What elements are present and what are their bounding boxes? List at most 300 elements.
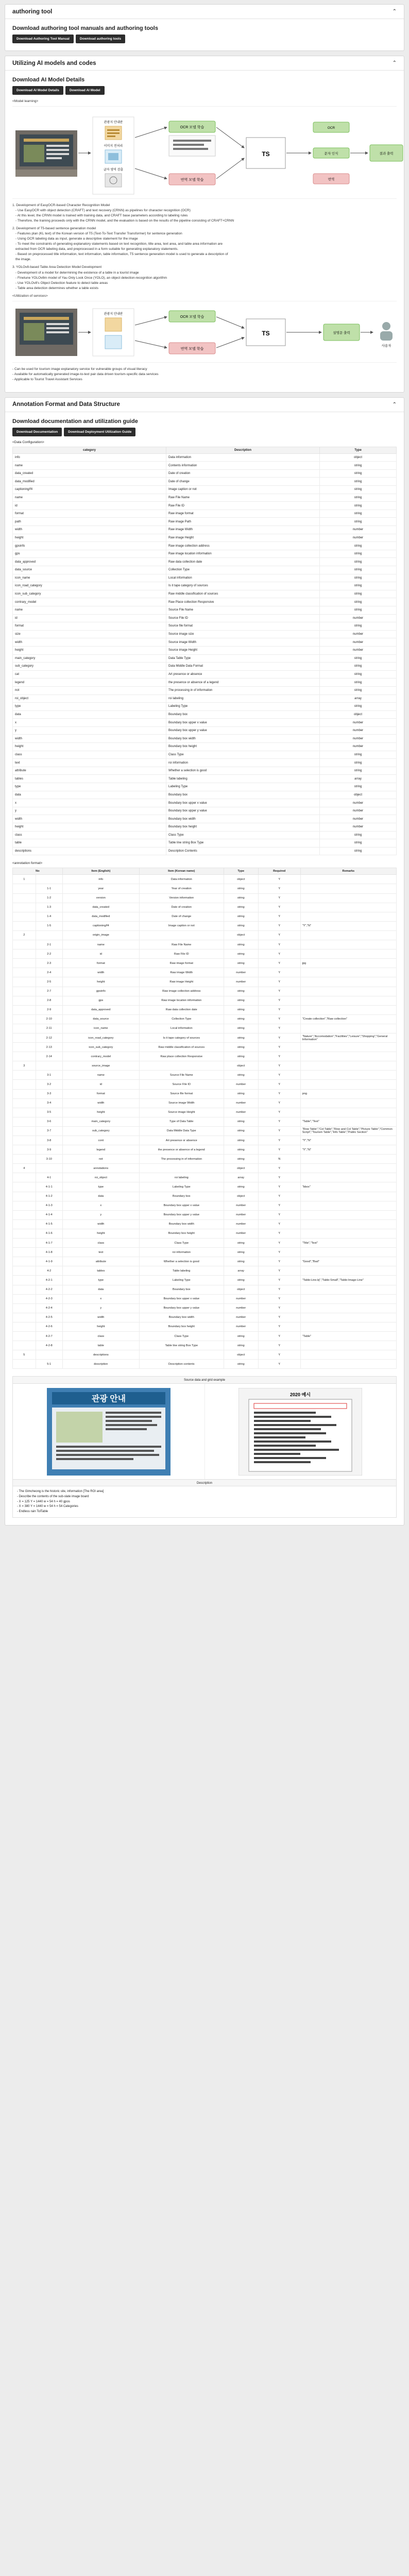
table-row: [13, 1173, 397, 1182]
table-cell: Y: [258, 1239, 300, 1248]
download-model-details-button[interactable]: Download AI Model Details: [12, 86, 63, 95]
table-row: [13, 703, 397, 711]
table-cell: number: [320, 807, 397, 815]
table-cell: 5: [13, 1350, 36, 1360]
table-cell: [300, 1098, 396, 1108]
table-cell: height: [62, 1322, 139, 1331]
table-cell: type: [62, 1182, 139, 1192]
table-cell: string: [224, 921, 258, 930]
table-cell: class: [62, 1331, 139, 1341]
table-cell: id: [13, 502, 166, 510]
image-icon: [105, 335, 122, 349]
table-row: [13, 1192, 397, 1201]
table-cell: string: [224, 959, 258, 968]
table-cell: [300, 1108, 396, 1117]
table-cell: string: [224, 893, 258, 903]
table-cell: height: [13, 743, 166, 751]
table-row: [13, 1219, 397, 1229]
table-cell: data: [13, 710, 166, 719]
table-cell: [13, 1117, 36, 1126]
table-cell: string: [224, 1257, 258, 1266]
table-cell: Y: [258, 1173, 300, 1182]
description-body: [13, 1486, 396, 1517]
section-header[interactable]: [5, 56, 404, 71]
section-header[interactable]: [5, 398, 404, 412]
table-cell: [13, 1080, 36, 1089]
download-documentation-button[interactable]: Download Documentation: [12, 428, 62, 436]
table-row: [13, 1201, 397, 1210]
table-cell: number: [224, 1322, 258, 1331]
table-cell: description: [62, 1360, 139, 1369]
table-cell: Raw middle classification of sources: [139, 1043, 224, 1052]
table-cell: Boundary box width: [139, 1313, 224, 1322]
table-cell: class: [13, 831, 166, 839]
learning-flow-svg: [12, 107, 404, 199]
table-cell: [300, 1024, 396, 1033]
table-row: [13, 663, 397, 671]
table-cell: [13, 1043, 36, 1052]
table-cell: [139, 1061, 224, 1071]
section-subtitle: Download AI Model Details: [12, 77, 85, 83]
description-header: Description: [13, 1479, 396, 1486]
table-cell: Source file format: [166, 622, 320, 631]
table-cell: Boundary box: [139, 1192, 224, 1201]
table-cell: Y: [258, 1014, 300, 1024]
table-cell: string: [224, 1341, 258, 1350]
table-cell: Source File Name: [166, 606, 320, 614]
table-cell: Y: [258, 921, 300, 930]
table-cell: [300, 1155, 396, 1164]
table-row: [13, 767, 397, 775]
table-row: [13, 959, 397, 968]
table-cell: jpg: [300, 959, 396, 968]
table-row: [13, 1164, 397, 1173]
table-row: [13, 968, 397, 977]
column-header: Item (English): [62, 868, 139, 875]
table-row: [13, 912, 397, 921]
table-cell: Y: [258, 987, 300, 996]
table-cell: the presence or absence of a legend: [166, 679, 320, 687]
table-cell: Boundary box: [166, 791, 320, 799]
table-row: [13, 550, 397, 558]
table-cell: width: [13, 638, 166, 647]
annotation-format-table: [12, 868, 397, 1369]
table-row: [13, 759, 397, 767]
table-cell: 4-1-9: [36, 1257, 62, 1266]
table-cell: Y: [258, 1303, 300, 1313]
table-cell: [13, 912, 36, 921]
table-cell: string: [320, 550, 397, 558]
ts-tag: TS: [262, 150, 270, 158]
table-cell: Y: [258, 1080, 300, 1089]
table-row: [13, 823, 397, 832]
table-cell: Y: [258, 940, 300, 950]
table-cell: source_image: [62, 1061, 139, 1071]
table-row: [13, 996, 397, 1005]
table-cell: [300, 968, 396, 977]
table-cell: Y: [258, 1201, 300, 1210]
table-cell: Boundary box height: [166, 823, 320, 832]
table-cell: string: [224, 987, 258, 996]
table-cell: [13, 921, 36, 930]
table-cell: [300, 1322, 396, 1331]
table-cell: string: [320, 542, 397, 550]
table-cell: roi labeling: [166, 694, 320, 703]
table-cell: Y: [258, 1098, 300, 1108]
table-cell: 4-2-5: [36, 1313, 62, 1322]
table-row: [13, 884, 397, 893]
download-tools-button[interactable]: Download authoring tools: [76, 35, 125, 43]
table-cell: [300, 1071, 396, 1080]
table-cell: 4-1-1: [36, 1182, 62, 1192]
table-cell: string: [224, 1071, 258, 1080]
table-cell: string: [224, 903, 258, 912]
table-cell: Art presence or absence: [166, 670, 320, 679]
table-cell: [300, 1360, 396, 1369]
table-cell: [13, 1219, 36, 1229]
table-row: [13, 743, 397, 751]
table-cell: [300, 903, 396, 912]
table-row: [13, 1155, 397, 1164]
description-line: - Endless rain TolTable: [17, 1510, 48, 1513]
table-row: [13, 1276, 397, 1285]
table-cell: 4-2-8: [36, 1341, 62, 1350]
section-header[interactable]: [5, 5, 404, 19]
table-cell: [13, 1285, 36, 1294]
table-cell: [300, 987, 396, 996]
table-cell: Data Table Type: [166, 654, 320, 663]
table-cell: [13, 1303, 36, 1313]
table-cell: roi information: [139, 1248, 224, 1257]
table-cell: 4-1-5: [36, 1219, 62, 1229]
table-row: [13, 977, 397, 987]
table-cell: icon_road_category: [13, 582, 166, 590]
table-cell: png: [300, 1089, 396, 1098]
table-row: [13, 606, 397, 614]
table-cell: [300, 1248, 396, 1257]
table-cell: sub_category: [62, 1126, 139, 1136]
table-cell: Y: [258, 1005, 300, 1014]
table-cell: Date of change: [166, 478, 320, 486]
table-cell: string: [224, 940, 258, 950]
table-cell: string: [320, 469, 397, 478]
table-cell: number: [224, 1313, 258, 1322]
table-row: [13, 799, 397, 807]
table-cell: Raw image Height: [166, 534, 320, 542]
download-guide-button[interactable]: Download Deployment Utilization Guide: [64, 428, 135, 436]
table-cell: info: [13, 453, 166, 462]
table-cell: Y: [258, 1257, 300, 1266]
table-cell: 2-8: [36, 996, 62, 1005]
table-cell: 3-5: [36, 1108, 62, 1117]
table-cell: number: [224, 1108, 258, 1117]
table-row: [13, 847, 397, 855]
table-cell: not: [13, 686, 166, 694]
table-row: [13, 1089, 397, 1098]
table-cell: Y: [258, 1210, 300, 1219]
table-cell: 3-10: [36, 1155, 62, 1164]
table-row: [13, 719, 397, 727]
table-cell: Boundary box height: [166, 743, 320, 751]
table-cell: width: [62, 1313, 139, 1322]
table-cell: Raw image Path: [166, 518, 320, 526]
table-cell: string: [224, 1117, 258, 1126]
bullet-line: - Available for automatically generated image-to-text pair data driven tourism-specific data services: [12, 372, 159, 376]
table-cell: [13, 1239, 36, 1248]
table-cell: string: [224, 1248, 258, 1257]
table-cell: string: [224, 1145, 258, 1155]
table-cell: object: [224, 1061, 258, 1071]
table-cell: string: [224, 996, 258, 1005]
table-cell: string: [320, 582, 397, 590]
table-cell: string: [320, 590, 397, 598]
annotated-sign-svg: [238, 1388, 362, 1476]
table-cell: 3-9: [36, 1145, 62, 1155]
table-cell: Local information: [166, 574, 320, 582]
table-cell: Labeling Type: [139, 1182, 224, 1192]
table-cell: object: [320, 710, 397, 719]
chevron-up-icon[interactable]: ⌃: [392, 9, 397, 14]
table-cell: height: [13, 646, 166, 654]
table-cell: roi_object: [13, 694, 166, 703]
table-cell: Type of Data Table: [139, 1117, 224, 1126]
table-cell: [13, 1136, 36, 1145]
table-cell: string: [224, 1182, 258, 1192]
table-cell: string: [320, 703, 397, 711]
table-row: [13, 486, 397, 494]
table-cell: Local information: [139, 1024, 224, 1033]
table-cell: data: [62, 1192, 139, 1201]
table-cell: not: [62, 1155, 139, 1164]
table-cell: "Table-Line.bj","Table-Small","Table-Image-Line": [300, 1276, 396, 1285]
table-row: [13, 930, 397, 940]
table-cell: 4-2-2: [36, 1285, 62, 1294]
table-cell: array: [224, 1173, 258, 1182]
table-cell: 2-14: [36, 1052, 62, 1061]
table-cell: 3-1: [36, 1071, 62, 1080]
table-cell: Y: [258, 1331, 300, 1341]
table-cell: "Y","N": [300, 921, 396, 930]
table-cell: string: [320, 606, 397, 614]
bullet-line: - Development of a model for determining the existence of a table in a tourist image: [15, 270, 139, 275]
table-cell: Class Type: [166, 831, 320, 839]
table-row: [13, 783, 397, 791]
table-cell: [300, 1061, 396, 1071]
table-cell: number: [224, 1294, 258, 1303]
table-cell: Raw File Name: [166, 494, 320, 502]
table-cell: object: [224, 1192, 258, 1201]
table-cell: Y: [258, 1350, 300, 1360]
table-cell: 2: [13, 930, 36, 940]
table-cell: Is it tape category of sources: [166, 582, 320, 590]
table-cell: string: [320, 847, 397, 855]
table-cell: string: [320, 462, 397, 470]
table-cell: Description contents: [139, 1360, 224, 1369]
table-row: [13, 558, 397, 566]
bullet-line: - To meet the constraints of generating explanatory statements based on text recognition, title area, text area, and table area information are: [15, 242, 223, 246]
table-row: [13, 1108, 397, 1117]
table-row: [13, 1005, 397, 1014]
table-cell: string: [224, 1155, 258, 1164]
paragraph-heading: 3. YOLOv8-based Table Area Detection Model Development: [12, 265, 102, 269]
table-cell: Boundary box upper y value: [139, 1303, 224, 1313]
section-title: authoring tool: [12, 8, 53, 15]
table-row: [13, 987, 397, 996]
table-cell: string: [224, 1033, 258, 1042]
table-cell: id: [62, 950, 139, 959]
table-cell: format: [62, 1089, 139, 1098]
bullet-line: - Table area detection determines whether a table exists: [15, 286, 99, 290]
table-row: [13, 735, 397, 743]
service-notes: [12, 367, 397, 382]
table-cell: contrary_model: [62, 1052, 139, 1061]
table-cell: Labeling Type: [166, 703, 320, 711]
table-cell: "Y","N": [300, 1145, 396, 1155]
table-cell: [300, 1043, 396, 1052]
download-model-button[interactable]: Download AI Model: [65, 86, 105, 95]
table-cell: [300, 1005, 396, 1014]
bullet-line: - Therefore, the training proceeds only with the CRNN model, and the evaluation is based on the results of the pipeline consisting of CRAFT+CRNN: [15, 218, 234, 223]
table-cell: y: [62, 1210, 139, 1219]
tourist-sign-svg: [47, 1388, 171, 1476]
table-cell: Y: [258, 1192, 300, 1201]
table-cell: string: [320, 839, 397, 848]
table-cell: object: [224, 930, 258, 940]
chevron-up-icon[interactable]: ⌃: [392, 60, 397, 66]
download-manual-button[interactable]: Download Authoring Tool Manual: [12, 35, 74, 43]
model-learning-diagram: [12, 106, 397, 199]
table-cell: Raw image location information: [139, 996, 224, 1005]
paragraph-ocr: [12, 203, 397, 224]
chevron-up-icon[interactable]: ⌃: [392, 401, 397, 408]
table-cell: array: [224, 1266, 258, 1276]
table-row: [13, 679, 397, 687]
table-cell: [13, 1024, 36, 1033]
description-line: - X = 125 Y = 1440 w = 54 h = 40 gpos: [17, 1500, 70, 1503]
table-cell: string: [320, 486, 397, 494]
table-cell: [300, 893, 396, 903]
table-row: [13, 494, 397, 502]
table-cell: Y: [258, 1219, 300, 1229]
table-cell: data_modified: [13, 478, 166, 486]
table-cell: 1-3: [36, 903, 62, 912]
table-cell: [13, 1248, 36, 1257]
table-cell: Boundary box height: [139, 1322, 224, 1331]
table-cell: Raw Place collection Responsive: [166, 598, 320, 606]
table-cell: 3-4: [36, 1098, 62, 1108]
annotation-section: [5, 397, 404, 1526]
table-cell: Boundary box upper y value: [166, 807, 320, 815]
table-cell: legend: [62, 1145, 139, 1155]
table-cell: 4-2-7: [36, 1331, 62, 1341]
trans-label: 번역 모델 학습: [180, 178, 204, 182]
table-cell: [36, 1061, 62, 1071]
table-cell: y: [62, 1303, 139, 1313]
table-cell: number: [224, 1229, 258, 1238]
document-icon: [105, 318, 122, 331]
table-cell: Whether a selection is good: [166, 767, 320, 775]
table-cell: cont: [62, 1136, 139, 1145]
table-cell: string: [320, 478, 397, 486]
table-cell: Y: [258, 1061, 300, 1071]
table-cell: Source File ID: [166, 614, 320, 622]
column-header: Type: [224, 868, 258, 875]
table-cell: Y: [258, 1145, 300, 1155]
table-cell: [13, 1266, 36, 1276]
annotated-image: [205, 1384, 397, 1479]
table-row: [13, 831, 397, 839]
table-cell: annotations: [62, 1164, 139, 1173]
table-cell: roi information: [166, 759, 320, 767]
table-cell: type: [13, 783, 166, 791]
table-cell: Data Middle Data Type: [139, 1126, 224, 1136]
table-cell: string: [320, 663, 397, 671]
table-cell: 4-1-7: [36, 1239, 62, 1248]
table-cell: data: [62, 1285, 139, 1294]
table-cell: Labeling Type: [166, 783, 320, 791]
table-row: [13, 1239, 397, 1248]
table-cell: number: [320, 719, 397, 727]
table-cell: [13, 1313, 36, 1322]
table-row: [13, 1360, 397, 1369]
table-cell: [300, 1173, 396, 1182]
table-cell: Collection Type: [139, 1014, 224, 1024]
table-cell: string: [320, 574, 397, 582]
table-cell: [13, 1182, 36, 1192]
table-cell: main_category: [62, 1117, 139, 1126]
table-row: [13, 590, 397, 598]
table-cell: Image caption or not: [166, 486, 320, 494]
table-cell: table: [13, 839, 166, 848]
step-preprocess: 이미지 전처리: [104, 144, 123, 148]
table-cell: string: [224, 1331, 258, 1341]
table-cell: [13, 884, 36, 893]
table-cell: Source image Height: [166, 646, 320, 654]
table-cell: number: [320, 735, 397, 743]
table-cell: 2-13: [36, 1043, 62, 1052]
table-cell: string: [320, 783, 397, 791]
table-cell: size: [13, 630, 166, 638]
table-cell: Image caption or not: [139, 921, 224, 930]
table-cell: Y: [258, 996, 300, 1005]
table-row: [13, 510, 397, 518]
table-row: [13, 646, 397, 654]
table-cell: tables: [62, 1266, 139, 1276]
source-image: [13, 1384, 205, 1479]
table-row: [13, 726, 397, 735]
table-cell: string: [224, 1360, 258, 1369]
table-row: [13, 1210, 397, 1219]
table-cell: Boundary box upper y value: [139, 1210, 224, 1219]
table-cell: string: [224, 1005, 258, 1014]
table-cell: string: [320, 622, 397, 631]
table-cell: [13, 1089, 36, 1098]
table-row: [13, 654, 397, 663]
table-cell: Y: [258, 1276, 300, 1285]
table-cell: Y: [258, 968, 300, 977]
table-cell: Data information: [139, 875, 224, 884]
model-description: [12, 203, 397, 291]
table-cell: number: [320, 646, 397, 654]
table-cell: Source File ID: [139, 1080, 224, 1089]
table-cell: attribute: [62, 1257, 139, 1266]
bullet-line: - Use EasyOCR with object detection (CRAFT) and text recovery (CRNN) as pipelines for character recognition (OCR): [15, 208, 191, 212]
step-detect: 글자 영역 검출: [103, 168, 124, 172]
table-row: [13, 1145, 397, 1155]
table-cell: [300, 1266, 396, 1276]
table-row: [13, 807, 397, 815]
table-cell: gps: [62, 996, 139, 1005]
